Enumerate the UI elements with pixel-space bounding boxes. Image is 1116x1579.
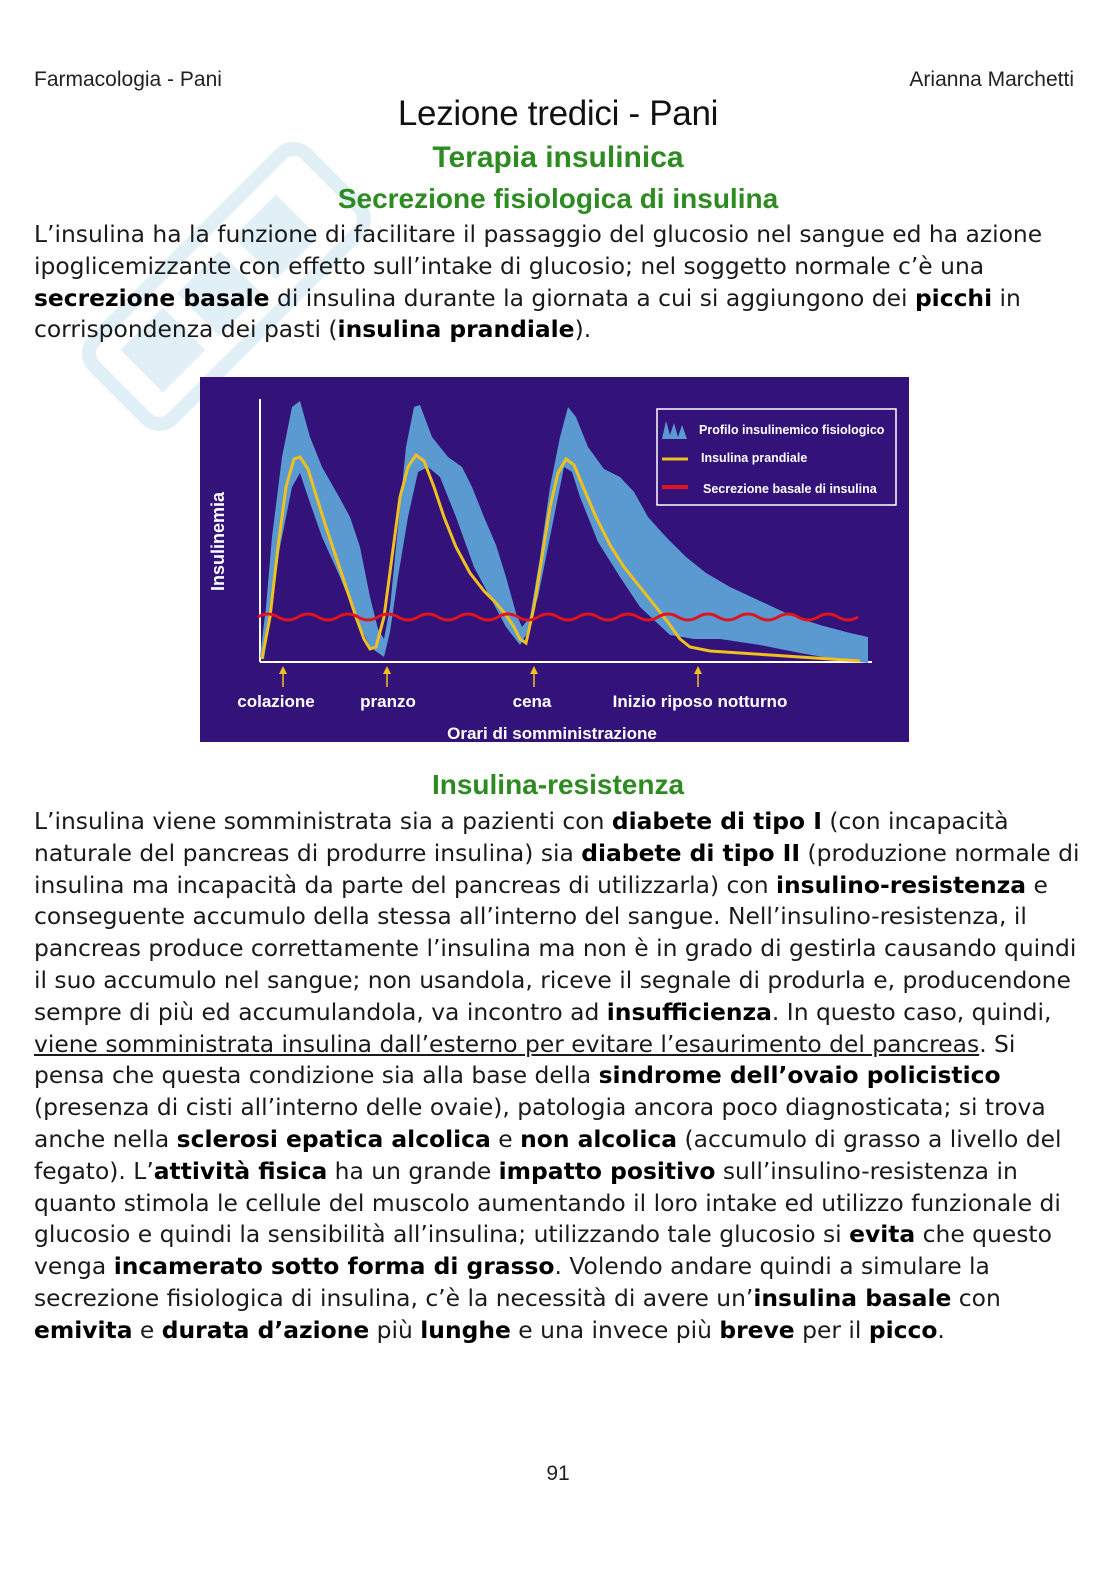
section-heading-terapia: Terapia insulinica <box>432 141 684 174</box>
tick-label-pranzo: pranzo <box>360 692 416 711</box>
header-course: Farmacologia - Pani <box>34 68 222 91</box>
section-heading-resistenza: Insulina-resistenza <box>431 769 685 800</box>
legend-label-basal: Secrezione basale di insulina <box>703 482 877 496</box>
header-author: Arianna Marchetti <box>909 68 1074 91</box>
legend-label-prandial: Insulina prandiale <box>701 451 808 465</box>
insulin-profile-figure <box>200 377 909 742</box>
page-number: 91 <box>546 1462 570 1485</box>
legend-label-band: Profilo insulinemico fisiologico <box>699 423 885 437</box>
paragraph-secrezione: L’insulina ha la funzione di facilitare il passaggio del glucosio nel sangue ed ha azione ipoglicemizzante con effetto sull’intake di glucosio; nel soggetto normale c’è una secrezione basale di insulina durante la giornata a cui si aggiungono dei picchi in corrispondenza dei pasti (insulina prandiale). <box>34 220 1043 344</box>
tick-label-riposo: Inizio riposo notturno <box>612 692 788 711</box>
x-axis-label: Orari di somministrazione <box>447 724 657 742</box>
paragraph-resistenza: L’insulina viene somministrata sia a pazienti con diabete di tipo I (con incapacità naturale del pancreas di produrre insulina) sia diabete di tipo II (produzione normale di insulina ma incapacità da parte del pancreas di utilizzarla) con insulino-resistenza e conseguente accumulo della stessa all’interno del sangue. Nell’insulino-resistenza, il pancreas produce correttamente l’insulina ma non è in grado di gestirla causando quindi il suo accumulo nel sangue; non usandola, riceve il segnale di produrla e, producendone sempre di più ed accumulandola, va incontro ad insufficienza. In questo caso, quindi, viene somministrata insulina dall’esterno per evitare l’esaurimento del pancreas. Si pensa che questa condizione sia alla base della sindrome dell’ovaio policistico (presenza di cisti all’interno delle ovaie), patologia ancora poco diagnosticata; si trova anche nella sclerosi epatica alcolica e non alcolica (accumulo di grasso a livello del fegato). L’attività fisica ha un grande impatto positivo sull’insulino-resistenza in quanto stimola le cellule del muscolo aumentando il loro intake ed utilizzo funzionale di glucosio e quindi la sensibilità all’insulina; utilizzando tale glucosio si evita che questo venga incamerato sotto forma di grasso. Volendo andare quindi a simulare la secrezione fisiologica di insulina, c’è la necessità di avere un’insulina basale con emivita e durata d’azione più lunghe e una invece più breve per il picco. <box>34 807 1080 1344</box>
tick-label-colazione: colazione <box>237 692 315 711</box>
y-axis-label: Insulinemia <box>208 491 228 591</box>
tick-label-cena: cena <box>512 692 552 711</box>
section-heading-secrezione: Secrezione fisiologica di insulina <box>337 183 779 214</box>
lesson-title: Lezione tredici - Pani <box>397 94 719 133</box>
